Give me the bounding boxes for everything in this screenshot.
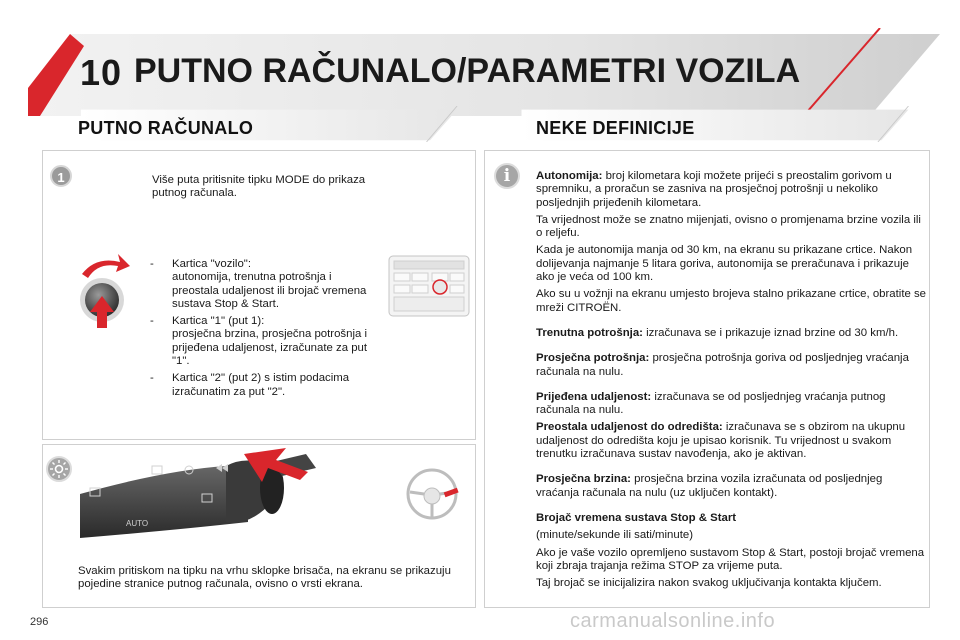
bulb-icon	[48, 458, 70, 480]
chapter-title: PUTNO RAČUNALO/PARAMETRI VOZILA	[134, 52, 801, 90]
def-trenutna-potrosnja: Trenutna potrošnja: izračunava se i prikazuje iznad brzine od 30 km/h.	[536, 326, 899, 339]
section-title-left: PUTNO RAČUNALO	[78, 118, 254, 138]
def-autonomija: Autonomija: broj kilometara koji možete prijeći s preostalim gorivom u spremniku, a proračun se zasniva na prosječnoj potrošnji u nekoliko posljednjih prijeđenih kilometara.	[536, 170, 892, 209]
list-item-detail: autonomija, trenutna potrošnja i preostala udaljenost ili brojač vremena sustava Stop & Start.	[172, 271, 367, 310]
page-number: 296	[30, 616, 49, 628]
mode-button-illustration	[68, 252, 132, 334]
section-title-right: NEKE DEFINICIJE	[536, 118, 695, 138]
stalk-auto-label: AUTO	[126, 519, 149, 528]
definitions-text: Autonomija: broj kilometara koji možete prijeći s preostalim gorivom u spremniku, a proračun se zasniva na prosječnoj potrošnji u nekoliko posljednjih prijeđenih kilometara. Ta vrijednost može se znatno mijenjati, ovisno o promjenama brzine vozila ili o reljefu. Kada je autonomija manja od 30 km, na ekranu su prikazane crtice. Nakon dolijevanja najmanje 5 litara goriva, autonomija se preračunava i prikazuje ako je veća od 100 km. Ako su u vožnji na ekranu umjesto brojeva stalno prikazane crtice, obratite se mreži CITROËN. Trenutna potrošnja: izračunava se i prikazuje iznad brzine od 30 km/h. Prosječna potrošnja: prosječna potrošnja goriva od posljednjeg vraćanja računala na nulu. Prijeđena udaljenost: izračunava se od posljednjeg vraćanja putnog računala na nulu. Preostala udaljenost do odredišta: izračunava se s obzirom na ukupnu udaljenost do odredišta koju je upisao korisnik. Tu vrijednost u svakom trenutku izračunava sustav navođenja, ako je aktivan. Prosječna brzina: prosječna brzina vozila izračunata od posljednjeg vraćanja računala na nulu (uz uključen kontakt). Brojač vremena sustava Stop & Start (minute/sekunde ili sati/minute) Ako je vaše vozilo opremljeno sustavom Stop & Start, postoji brojač vremena koji zbraja trajanja režima STOP za vrijeme puta. Taj brojač se inicijalizira nakon svakog uključivanja kontakta ključem.	[536, 170, 927, 590]
list-item: - Kartica "2" (put 2) s istim podacima izračunatim za put "2".	[150, 372, 350, 398]
curved-arrow-icon	[82, 254, 130, 278]
watermark: carmanualsonline.info	[570, 610, 776, 632]
stalk-description: Svakim pritiskom na tipku na vrhu sklopke brisača, na ekranu se prikazuju pojedine stranice putnog računala, ovisno o vrsti ekrana.	[78, 565, 451, 591]
lighting-badge	[46, 456, 72, 482]
step-number-badge: 1	[50, 165, 72, 187]
info-icon: i	[494, 163, 520, 189]
list-item: - Kartica "1" (put 1):	[150, 315, 265, 328]
list-item: - Kartica "vozilo":	[150, 258, 251, 270]
def-prosjecna-brzina: Prosječna brzina: prosječna brzina vozila izračunata od posljednjeg vraćanja računala na nulu (uz uključen kontakt).	[536, 473, 883, 499]
list-item-title: Kartica "1" (put 1):	[172, 315, 265, 328]
chapter-number: 10	[80, 52, 123, 93]
list-item-title: Kartica "vozilo":	[172, 258, 251, 270]
def-prosjecna-potrosnja: Prosječna potrošnja: prosječna potrošnja goriva od posljednjeg vraćanja računala na nulu.	[536, 352, 909, 378]
def-preostala-udaljenost: Preostala udaljenost do odredišta: izračunava se s obzirom na ukupnu udaljenost do odredišta koju je upisao korisnik. Tu vrijednost u svakom trenutku izračunava sustav navođenja, ako je aktivan.	[536, 421, 906, 461]
steering-wheel-illustration	[404, 466, 460, 522]
def-brojac-stop-start: Brojač vremena sustava Stop & Start	[536, 511, 737, 524]
def-prijedena-udaljenost: Prijeđena udaljenost: izračunava se od posljednjeg vraćanja putnog računala na nulu.	[536, 390, 886, 417]
list-item-title: Kartica "2" (put 2) s istim podacima izračunatim za put "2".	[172, 372, 350, 398]
wiper-stalk-illustration	[76, 448, 386, 548]
list-item-detail: prosječna brzina, prosječna potrošnja i prijeđena udaljenost, izračunate za put "1".	[172, 328, 368, 368]
tab-list	[150, 258, 380, 399]
intro-text: Više puta pritisnite tipku MODE do prikaza putnog računala.	[152, 174, 366, 200]
dashboard-console-illustration	[388, 255, 470, 317]
